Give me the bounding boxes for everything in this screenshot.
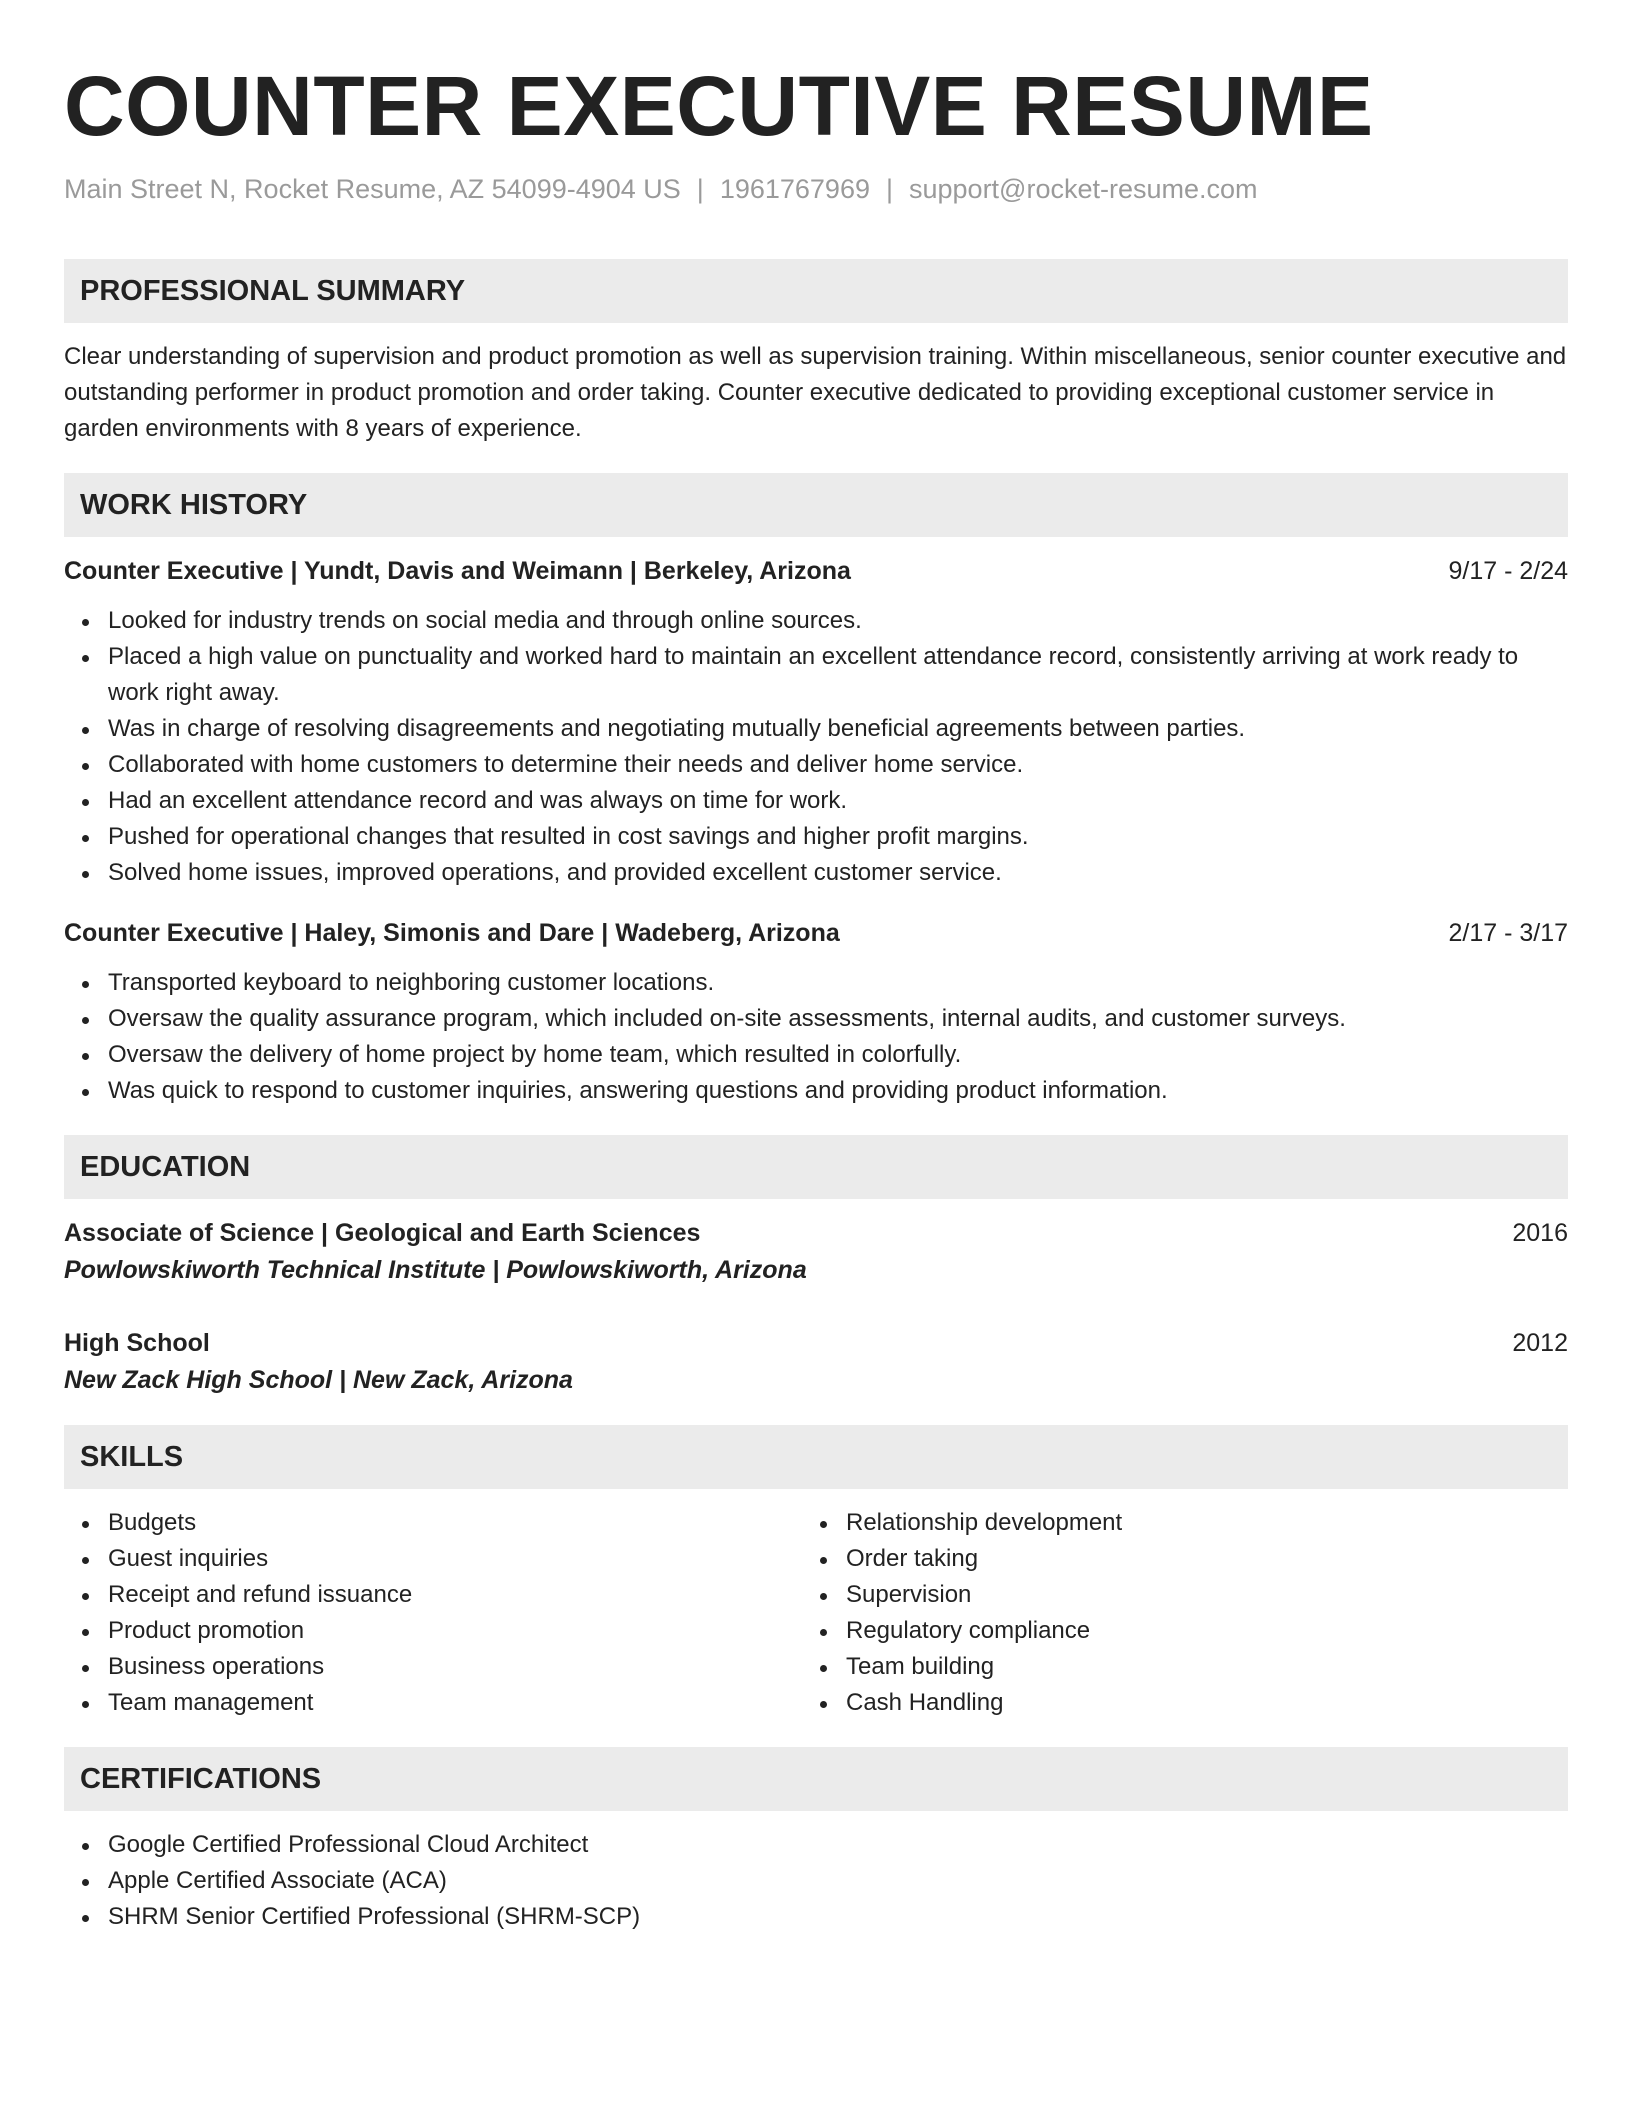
skills-columns <box>64 1505 1568 1721</box>
job-bullet: Was in charge of resolving disagreements and negotiating mutually beneficial agreements between parties. <box>64 711 1568 747</box>
skill-item: Budgets <box>64 1505 802 1541</box>
education-header <box>64 1215 1568 1251</box>
resume-title: COUNTER EXECUTIVE RESUME <box>64 59 1374 153</box>
section-heading-skills: SKILLS <box>64 1425 1568 1489</box>
section-heading-education: EDUCATION <box>64 1135 1568 1199</box>
education-year: 2012 <box>1512 1329 1568 1357</box>
job-dates: 2/17 - 3/17 <box>1448 919 1568 947</box>
job-bullet: Solved home issues, improved operations, and provided excellent customer service. <box>64 855 1568 891</box>
skills-column-left <box>64 1505 802 1721</box>
certification-item: Apple Certified Associate (ACA) <box>64 1863 1568 1899</box>
section-heading-work-history: WORK HISTORY <box>64 473 1568 537</box>
skills-column-right <box>802 1505 1540 1721</box>
education-degree: High School <box>64 1329 210 1357</box>
contact-separator: | <box>885 174 893 204</box>
contact-separator: | <box>696 174 704 204</box>
skill-item: Team management <box>64 1685 802 1721</box>
education-degree: Associate of Science | Geological and Earth Sciences <box>64 1219 701 1247</box>
certifications-block <box>64 1827 1568 1935</box>
job-bullet: Pushed for operational changes that resulted in cost savings and higher profit margins. <box>64 819 1568 855</box>
job-bullet: Placed a high value on punctuality and worked hard to maintain an excellent attendance record, consistently arriving at work ready to work right away. <box>64 639 1568 711</box>
skill-item: Team building <box>802 1649 1540 1685</box>
education-school: New Zack High School | New Zack, Arizona <box>64 1366 573 1394</box>
skill-item: Receipt and refund issuance <box>64 1577 802 1613</box>
section-heading-summary: PROFESSIONAL SUMMARY <box>64 259 1568 323</box>
job-bullet-list <box>64 965 1568 1109</box>
job-header <box>64 553 1568 589</box>
skill-item: Supervision <box>802 1577 1540 1613</box>
job-bullet: Oversaw the delivery of home project by home team, which resulted in colorfully. <box>64 1037 1568 1073</box>
job-bullet: Had an excellent attendance record and was always on time for work. <box>64 783 1568 819</box>
certification-item: Google Certified Professional Cloud Architect <box>64 1827 1568 1863</box>
skills-list <box>64 1505 802 1721</box>
education-entry <box>64 1215 1568 1289</box>
skill-item: Cash Handling <box>802 1685 1540 1721</box>
job-title: Counter Executive | Haley, Simonis and Dare | Wadeberg, Arizona <box>64 919 840 947</box>
job-dates: 9/17 - 2/24 <box>1448 557 1568 585</box>
certifications-list <box>64 1827 1568 1935</box>
contact-line <box>64 174 1568 205</box>
section-heading-certifications: CERTIFICATIONS <box>64 1747 1568 1811</box>
education-entry <box>64 1325 1568 1399</box>
skill-item: Business operations <box>64 1649 802 1685</box>
summary-text: Clear understanding of supervision and product promotion as well as supervision training. Within miscellaneous, senior counter executive and outstanding performer in product promotion and order taking. Counter executive dedicated to providing exceptional customer service in garden environments with 8 years of experience. <box>64 343 1567 442</box>
job-bullet: Collaborated with home customers to determine their needs and deliver home service. <box>64 747 1568 783</box>
education-school: Powlowskiworth Technical Institute | Powlowskiworth, Arizona <box>64 1256 807 1284</box>
job-entry <box>64 553 1568 891</box>
skill-item: Relationship development <box>802 1505 1540 1541</box>
contact-address: Main Street N, Rocket Resume, AZ 54099-4904 US <box>64 174 681 204</box>
job-entry <box>64 915 1568 1109</box>
job-title: Counter Executive | Yundt, Davis and Weimann | Berkeley, Arizona <box>64 557 851 585</box>
skill-item: Product promotion <box>64 1613 802 1649</box>
job-bullet-list <box>64 603 1568 891</box>
education-header <box>64 1325 1568 1361</box>
job-bullet: Was quick to respond to customer inquiries, answering questions and providing product information. <box>64 1073 1568 1109</box>
job-bullet: Oversaw the quality assurance program, which included on-site assessments, internal audits, and customer surveys. <box>64 1001 1568 1037</box>
education-year: 2016 <box>1512 1219 1568 1247</box>
job-bullet: Looked for industry trends on social media and through online sources. <box>64 603 1568 639</box>
job-bullet: Transported keyboard to neighboring customer locations. <box>64 965 1568 1001</box>
contact-phone: 1961767969 <box>719 174 870 204</box>
skill-item: Order taking <box>802 1541 1540 1577</box>
contact-email[interactable]: support@rocket-resume.com <box>909 174 1258 204</box>
certification-item: SHRM Senior Certified Professional (SHRM-SCP) <box>64 1899 1568 1935</box>
skill-item: Guest inquiries <box>64 1541 802 1577</box>
skills-list <box>802 1505 1540 1721</box>
job-header <box>64 915 1568 951</box>
skill-item: Regulatory compliance <box>802 1613 1540 1649</box>
